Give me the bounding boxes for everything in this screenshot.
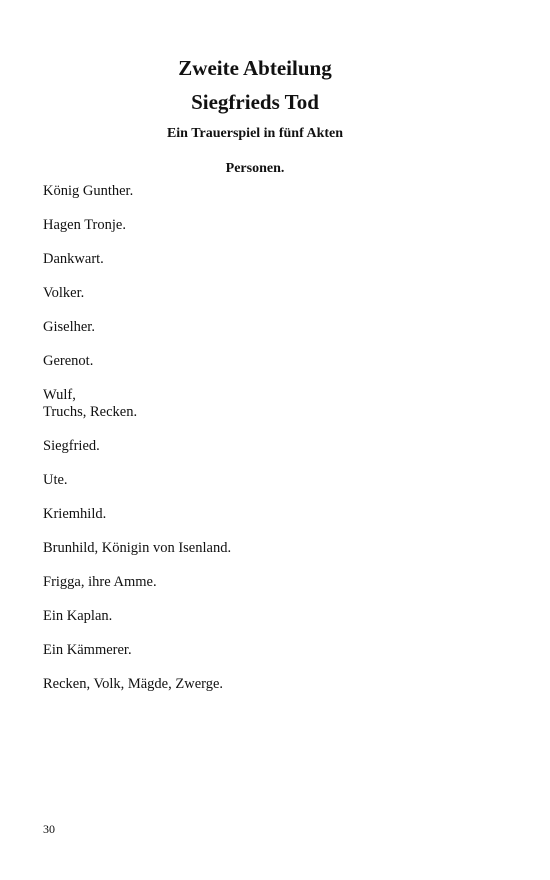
cast-item [43, 472, 503, 489]
cast-item-text: Volker. [43, 285, 85, 301]
cast-item-text: Kriemhild. [43, 506, 107, 522]
cast-item-text: Dankwart. [43, 251, 104, 267]
cast-item [43, 251, 503, 268]
cast-item [43, 319, 503, 336]
cast-item [43, 438, 503, 455]
cast-item-text: Gerenot. [43, 353, 94, 369]
cast-item-text: Siegfried. [43, 438, 100, 454]
cast-item-text-line2: Truchs, Recken. [43, 404, 138, 420]
cast-item-text: König Gunther. [43, 183, 134, 199]
cast-item [43, 540, 503, 557]
cast-item [43, 217, 503, 234]
cast-item [43, 285, 503, 302]
play-title: Siegfrieds Tod [191, 90, 319, 114]
cast-item-text: Giselher. [43, 319, 95, 335]
cast-item [43, 608, 503, 625]
cast-item [43, 506, 503, 523]
cast-item-text: Brunhild, Königin von Isenland. [43, 540, 232, 556]
cast-item-text: Frigga, ihre Amme. [43, 574, 157, 590]
cast-item-text: Ute. [43, 472, 68, 488]
cast-list [43, 183, 503, 710]
cast-item-text: Wulf, [43, 387, 76, 403]
cast-item-text: Ein Kaplan. [43, 608, 113, 624]
cast-section-title: Personen. [225, 161, 285, 176]
cast-item [43, 183, 503, 200]
cast-item-text: Recken, Volk, Mägde, Zwerge. [43, 676, 224, 692]
cast-item [43, 676, 503, 693]
play-subtitle: Ein Trauerspiel in fünf Akten [166, 126, 344, 141]
cast-item [43, 353, 503, 370]
cast-item-text: Hagen Tronje. [43, 217, 126, 233]
cast-item [43, 387, 503, 421]
part-title: Zweite Abteilung [178, 56, 332, 80]
page-number: 30 [43, 822, 55, 836]
cast-item-text: Ein Kämmerer. [43, 642, 132, 658]
cast-item [43, 642, 503, 659]
cast-item [43, 574, 503, 591]
